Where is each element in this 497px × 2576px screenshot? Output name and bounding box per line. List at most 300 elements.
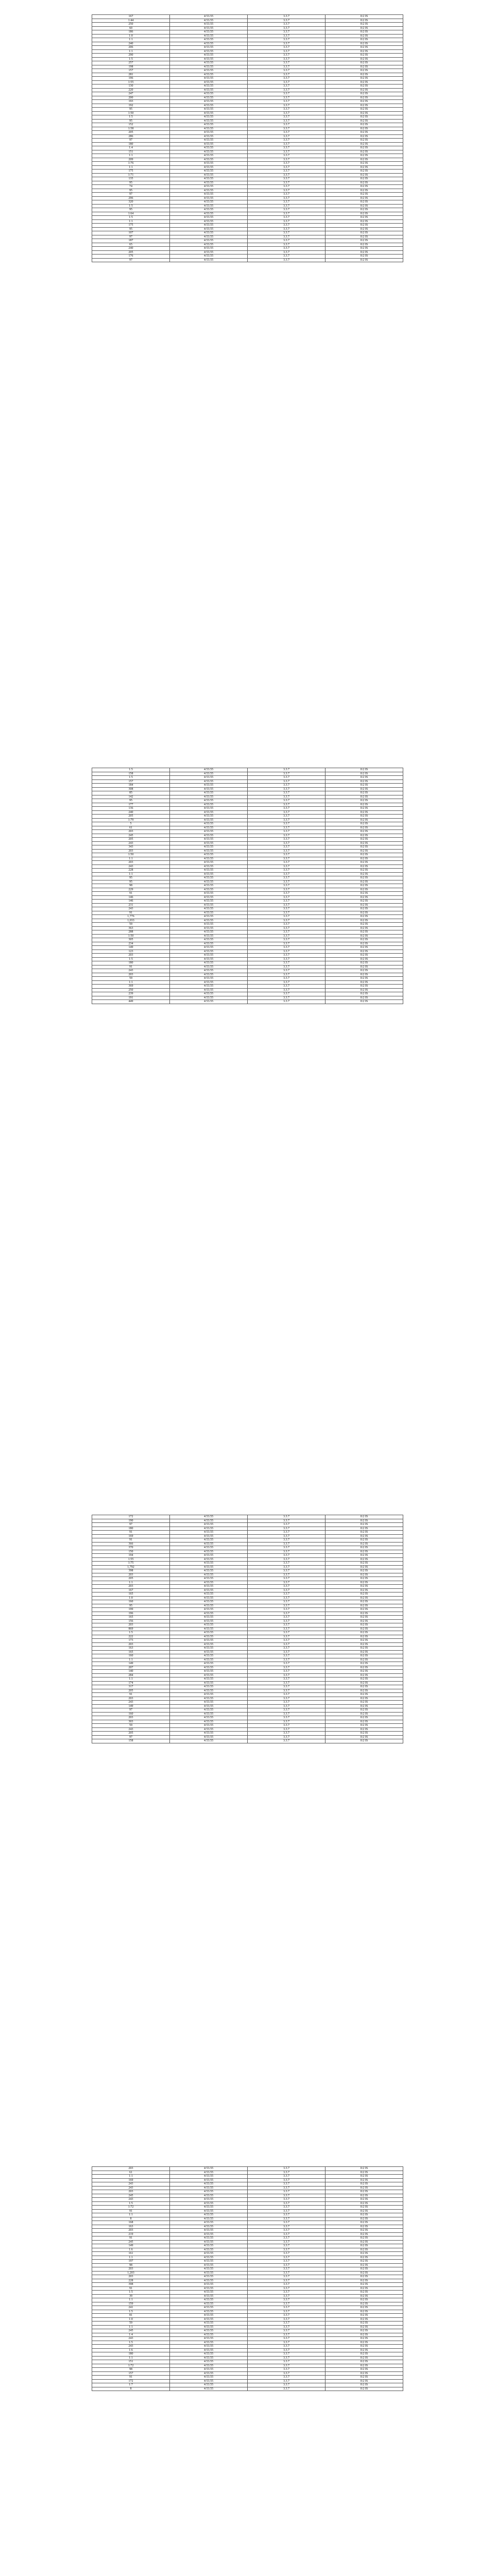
table-cell: 343	[92, 845, 170, 850]
table-cell: 3.3.7	[248, 88, 325, 92]
table-row	[92, 1732, 403, 1736]
table-row	[92, 1650, 403, 1654]
table-cell: 4:53.55	[170, 2387, 248, 2391]
table-row	[92, 869, 403, 873]
table-cell: 0:2 IS	[325, 822, 403, 826]
table-cell: 4:53.55	[170, 224, 248, 228]
table-cell: 4:53.55	[170, 1670, 248, 1674]
table-cell: 3.3.7	[248, 776, 325, 780]
table-cell: 4:53.55	[170, 2368, 248, 2372]
table-cell: 3.3.7	[248, 1550, 325, 1554]
table-row	[92, 111, 403, 115]
table-cell: 4:53.55	[170, 2194, 248, 2198]
table-cell: 3.3.7	[248, 834, 325, 838]
table-cell: 174	[92, 1681, 170, 1685]
table-cell: 1:50	[92, 934, 170, 938]
table-row	[92, 872, 403, 876]
table-cell: 4:53.55	[170, 193, 248, 197]
table-cell: 3.3.7	[248, 1662, 325, 1666]
table-cell: 91	[92, 1531, 170, 1535]
table-cell: 3.3.7	[248, 2360, 325, 2364]
table-cell: 4:53.55	[170, 2329, 248, 2333]
table-cell: 0:2 IS	[325, 142, 403, 146]
table-row	[92, 2329, 403, 2333]
table-cell: 3.3.7	[248, 2368, 325, 2372]
table-row	[92, 77, 403, 81]
table-row	[92, 2376, 403, 2380]
table-cell: 0:2 IS	[325, 965, 403, 969]
table-cell: 150	[92, 1550, 170, 1554]
table-cell: 4:53.55	[170, 2379, 248, 2383]
table-cell: 157	[92, 69, 170, 73]
table-cell: 3.3.7	[248, 1631, 325, 1635]
table-cell: 4:53.55	[170, 923, 248, 927]
table-cell: 3.3.7	[248, 1627, 325, 1631]
table-cell: 3.3.7	[248, 2325, 325, 2329]
table-cell: 95	[92, 108, 170, 112]
table-row	[92, 892, 403, 896]
table-block-4	[92, 2166, 402, 2391]
table-row	[92, 2286, 403, 2291]
table-cell: 3.3.7	[248, 1604, 325, 1608]
table-row	[92, 965, 403, 969]
table-cell: 140	[92, 1670, 170, 1674]
table-cell: 3.3.7	[248, 2194, 325, 2198]
table-cell: 231	[92, 903, 170, 907]
table-cell: 203	[92, 849, 170, 853]
table-cell: 3.3.7	[248, 1573, 325, 1577]
table-cell: 4:53.55	[170, 1647, 248, 1651]
table-cell: 203	[92, 1573, 170, 1577]
table-cell: 4:53.55	[170, 1716, 248, 1720]
table-cell: 3.3.7	[248, 2337, 325, 2341]
table-row	[92, 1546, 403, 1550]
table-row	[92, 2244, 403, 2248]
table-cell: 0:2 IS	[325, 2252, 403, 2256]
table-cell: 0:2 IS	[325, 2298, 403, 2302]
table-cell: 4:53.55	[170, 957, 248, 961]
table-cell: 0:2 IS	[325, 1592, 403, 1597]
table-row	[92, 1604, 403, 1608]
table-row	[92, 49, 403, 54]
table-cell: 91	[92, 892, 170, 896]
table-cell: 4:53.55	[170, 2275, 248, 2279]
table-cell: 4:53.55	[170, 212, 248, 216]
table-cell: 220	[92, 88, 170, 92]
table-cell: 0:2 IS	[325, 1662, 403, 1666]
table-cell: 0:2 IS	[325, 100, 403, 104]
table-cell: 3.3.7	[248, 791, 325, 795]
table-row	[92, 2240, 403, 2244]
table-cell: 4:53.55	[170, 177, 248, 181]
table-cell: 0:2 IS	[325, 23, 403, 27]
table-cell: 239	[92, 992, 170, 996]
table-cell: 3.3.7	[248, 950, 325, 954]
table-cell: 3.3.7	[248, 980, 325, 985]
table-cell: 65	[92, 243, 170, 247]
table-cell: 4:53.55	[170, 807, 248, 811]
table-cell: 4:53.55	[170, 1677, 248, 1682]
table-row	[92, 1000, 403, 1004]
table-row	[92, 108, 403, 112]
table-cell: 4:53.55	[170, 818, 248, 822]
table-cell: 1:1	[92, 154, 170, 158]
table-cell: 3.3.7	[248, 938, 325, 942]
table-row	[92, 2267, 403, 2272]
table-cell: 245	[92, 2240, 170, 2244]
table-cell: 4:53.55	[170, 1000, 248, 1004]
table-cell: 0:2 IS	[325, 115, 403, 120]
table-cell: 3.3.7	[248, 884, 325, 888]
table-cell: 3.3.7	[248, 988, 325, 992]
table-cell: 0:2 IS	[325, 123, 403, 127]
table-cell: 3.3.7	[248, 2310, 325, 2314]
table-cell: 3.3.7	[248, 849, 325, 853]
table-cell: 1:1	[92, 219, 170, 224]
table-cell: 4:53.55	[170, 54, 248, 58]
table-cell: 0:2 IS	[325, 2352, 403, 2357]
table-cell: 4:53.55	[170, 2310, 248, 2314]
table-cell: 3.3.7	[248, 139, 325, 143]
table-cell: 0:2 IS	[325, 2337, 403, 2341]
table-cell: 3.3.7	[248, 795, 325, 799]
table-cell: 97	[92, 1735, 170, 1739]
table-cell: 196	[92, 77, 170, 81]
table-cell: 3.3.7	[248, 815, 325, 819]
table-cell: 3.3.7	[248, 1635, 325, 1639]
table-cell: 243	[92, 2198, 170, 2202]
table-cell: 0:2 IS	[325, 1596, 403, 1600]
table-cell: 4:53.55	[170, 1654, 248, 1658]
table-cell: 3.3.7	[248, 2256, 325, 2260]
table-cell: 3.3.7	[248, 973, 325, 977]
table-cell: 1:4	[92, 146, 170, 150]
table-cell: 4:53.55	[170, 2244, 248, 2248]
table-cell: 0:2 IS	[325, 2360, 403, 2364]
table-cell: 1:7	[92, 2383, 170, 2387]
table-row	[92, 2294, 403, 2298]
table-cell: 0:2 IS	[325, 1708, 403, 1713]
table-cell: 0:2 IS	[325, 830, 403, 834]
table-cell: 3.3.7	[248, 2217, 325, 2221]
table-cell: 4:53.55	[170, 2267, 248, 2272]
table-row	[92, 2167, 403, 2171]
table-cell: 3.3.7	[248, 73, 325, 77]
table-row	[92, 2317, 403, 2321]
table-cell: 1:5	[92, 776, 170, 780]
table-cell: 3.3.7	[248, 911, 325, 915]
table-cell: 203	[92, 1697, 170, 1701]
table-cell: 0:2 IS	[325, 838, 403, 842]
table-cell: 0:2 IS	[325, 1612, 403, 1616]
table-cell: 4:53.55	[170, 973, 248, 977]
table-cell: 3.3.7	[248, 888, 325, 892]
table-block-2	[92, 768, 402, 1004]
table-row	[92, 992, 403, 996]
table-cell: 4:53.55	[170, 992, 248, 996]
table-row	[92, 54, 403, 58]
table-cell: 4:53.55	[170, 810, 248, 815]
table-row	[92, 884, 403, 888]
table-cell: 0:2 IS	[325, 162, 403, 166]
table-cell: 200	[92, 96, 170, 100]
table-cell: 4:53.55	[170, 46, 248, 50]
table-cell: 243	[92, 2337, 170, 2341]
table-cell: 3.3.7	[248, 34, 325, 38]
table-cell: 4:53.55	[170, 1735, 248, 1739]
table-row	[92, 123, 403, 127]
table-row	[92, 208, 403, 212]
table-cell: 0:2 IS	[325, 2201, 403, 2206]
table-row	[92, 845, 403, 850]
table-cell: 1:1	[92, 38, 170, 42]
table-cell: 3.3.7	[248, 803, 325, 807]
table-cell: 0:2 IS	[325, 911, 403, 915]
table-row	[92, 1689, 403, 1693]
table-cell: 0:2 IS	[325, 1554, 403, 1558]
table-row	[92, 1708, 403, 1713]
table-cell: 0:2 IS	[325, 1720, 403, 1724]
table-cell: 0:2 IS	[325, 865, 403, 869]
data-table	[92, 14, 403, 262]
table-cell: 4:53.55	[170, 170, 248, 174]
table-cell: 241	[92, 2306, 170, 2310]
table-cell: 4:53.55	[170, 2306, 248, 2310]
table-cell: 0:2 IS	[325, 1650, 403, 1654]
table-cell: 4:53.55	[170, 930, 248, 935]
table-row	[92, 2364, 403, 2368]
table-cell: 4:53.55	[170, 131, 248, 135]
table-cell: 234	[92, 942, 170, 946]
table-cell: 4:53.55	[170, 154, 248, 158]
table-cell: 3.3.7	[248, 830, 325, 834]
table-cell: 4:53.55	[170, 100, 248, 104]
table-cell: 0:2 IS	[325, 954, 403, 958]
table-cell: 0:2 IS	[325, 1739, 403, 1743]
table-cell: 3.3.7	[248, 985, 325, 989]
table-cell: 0:2 IS	[325, 1562, 403, 1566]
table-row	[92, 30, 403, 35]
table-cell: 3.3.7	[248, 1666, 325, 1670]
table-cell: 0:2 IS	[325, 2314, 403, 2318]
table-cell: 98	[92, 2368, 170, 2372]
table-cell: 3.3.7	[248, 235, 325, 239]
table-row	[92, 1531, 403, 1535]
table-cell: 0:2 IS	[325, 2283, 403, 2287]
table-row	[92, 2186, 403, 2190]
table-row	[92, 930, 403, 935]
table-cell: 0:2 IS	[325, 2267, 403, 2272]
table-row	[92, 65, 403, 69]
table-cell: 0:2 IS	[325, 857, 403, 861]
table-cell: 3.3.7	[248, 2229, 325, 2233]
table-cell: 0:2 IS	[325, 19, 403, 23]
table-cell: 107	[92, 231, 170, 235]
table-cell: 3.3.7	[248, 900, 325, 904]
table-cell: 1:1	[92, 49, 170, 54]
table-cell: 363	[92, 926, 170, 930]
table-cell: 0:2 IS	[325, 853, 403, 857]
table-cell: 0:2 IS	[325, 1735, 403, 1739]
table-cell: 0:2 IS	[325, 1673, 403, 1677]
table-cell: 3.3.7	[248, 2240, 325, 2244]
table-cell: 4:53.55	[170, 189, 248, 193]
table-cell: 3.3.7	[248, 30, 325, 35]
table-row	[92, 1716, 403, 1720]
table-cell: 0:2 IS	[325, 1616, 403, 1620]
table-cell: 0:2 IS	[325, 2186, 403, 2190]
table-cell: 165	[92, 1650, 170, 1654]
table-cell: 160	[92, 1600, 170, 1604]
table-cell: 0:2 IS	[325, 111, 403, 115]
table-row	[92, 2263, 403, 2267]
table-cell: 0:2 IS	[325, 1627, 403, 1631]
table-row	[92, 2356, 403, 2360]
table-cell: 4:53.55	[170, 900, 248, 904]
table-cell: 4:53.55	[170, 2283, 248, 2287]
table-row	[92, 1670, 403, 1674]
table-cell: 4:53.55	[170, 2229, 248, 2233]
table-cell: 4:53.55	[170, 123, 248, 127]
table-cell: 3.3.7	[248, 196, 325, 200]
table-cell: 4:53.55	[170, 2221, 248, 2225]
table-cell: 4:53.55	[170, 977, 248, 981]
table-row	[92, 1704, 403, 1708]
table-row	[92, 919, 403, 923]
table-cell: 151	[92, 150, 170, 154]
table-cell: 4:53.55	[170, 1546, 248, 1550]
table-cell: 0:2 IS	[325, 239, 403, 243]
table-cell: 0:2 IS	[325, 810, 403, 815]
table-cell: 0:2 IS	[325, 2194, 403, 2198]
table-cell: 0:2 IS	[325, 888, 403, 892]
table-cell: 4:53.55	[170, 892, 248, 896]
table-cell: 222	[92, 1635, 170, 1639]
table-row	[92, 895, 403, 900]
table-cell: 4:53.55	[170, 119, 248, 123]
table-row	[92, 131, 403, 135]
table-cell: 0:2 IS	[325, 1631, 403, 1635]
table-row	[92, 170, 403, 174]
table-cell: 1:5	[92, 2291, 170, 2295]
table-cell: 97	[92, 139, 170, 143]
table-cell: 4:53.55	[170, 772, 248, 776]
table-cell: 3.3.7	[248, 216, 325, 220]
table-cell: 3.3.7	[248, 1712, 325, 1716]
table-cell: 4:53.55	[170, 1658, 248, 1662]
table-cell: 3.3.7	[248, 1623, 325, 1628]
table-cell: 146	[92, 900, 170, 904]
table-row	[92, 1557, 403, 1562]
table-cell: 0:2 IS	[325, 131, 403, 135]
table-row	[92, 2175, 403, 2179]
table-cell: 4:53.55	[170, 787, 248, 791]
table-cell: 160	[92, 1654, 170, 1658]
table-row	[92, 1515, 403, 1519]
table-cell: 59	[92, 923, 170, 927]
table-cell: 1:5	[92, 768, 170, 772]
table-cell: 205	[92, 1732, 170, 1736]
table-cell: 4:53.55	[170, 1685, 248, 1689]
table-cell: 203	[92, 1716, 170, 1720]
table-cell: 4:53.55	[170, 77, 248, 81]
table-cell: 1:5	[92, 2201, 170, 2206]
table-cell: 97	[92, 235, 170, 239]
table-cell: 152	[92, 123, 170, 127]
table-row	[92, 849, 403, 853]
table-row	[92, 795, 403, 799]
table-cell: 3.3.7	[248, 2225, 325, 2229]
table-cell: 4:53.55	[170, 872, 248, 876]
table-cell: 4:53.55	[170, 2356, 248, 2360]
table-cell: 0:2 IS	[325, 189, 403, 193]
table-cell: 8	[92, 2217, 170, 2221]
table-row	[92, 861, 403, 865]
table-cell: 3.3.7	[248, 1650, 325, 1654]
table-cell: 1:1	[92, 2298, 170, 2302]
table-cell: 3.3.7	[248, 243, 325, 247]
table-cell: 4:53.55	[170, 49, 248, 54]
table-cell: 4:53.55	[170, 880, 248, 884]
table-cell: 0:2 IS	[325, 2225, 403, 2229]
table-cell: 243	[92, 841, 170, 845]
table-row	[92, 923, 403, 927]
table-row	[92, 142, 403, 146]
table-cell: 0:2 IS	[325, 803, 403, 807]
table-row	[92, 139, 403, 143]
table-cell: 209	[92, 158, 170, 162]
table-cell: 4:53.55	[170, 42, 248, 46]
table-cell: 0:2 IS	[325, 1531, 403, 1535]
table-cell: 0:2 IS	[325, 869, 403, 873]
table-cell: 284	[92, 1673, 170, 1677]
table-cell: 0:2 IS	[325, 807, 403, 811]
table-row	[92, 1619, 403, 1623]
table-cell: 4:53.55	[170, 1724, 248, 1728]
table-row	[92, 977, 403, 981]
table-cell: 3.3.7	[248, 961, 325, 965]
table-cell: 4:53.55	[170, 946, 248, 950]
table-cell: 4:53.55	[170, 2333, 248, 2337]
table-row	[92, 938, 403, 942]
table-row	[92, 1681, 403, 1685]
table-cell: 4:53.55	[170, 2360, 248, 2364]
table-cell: 0:2 IS	[325, 54, 403, 58]
table-cell: 4:53.55	[170, 1732, 248, 1736]
table-cell: 4:53.55	[170, 1619, 248, 1623]
table-cell: 0:2 IS	[325, 208, 403, 212]
table-row	[92, 834, 403, 838]
table-row	[92, 838, 403, 842]
table-cell: 0:2 IS	[325, 2341, 403, 2345]
table-cell: 3.3.7	[248, 926, 325, 930]
table-cell: 0:2 IS	[325, 950, 403, 954]
table-cell: 3.3.7	[248, 38, 325, 42]
table-cell: 149	[92, 946, 170, 950]
table-cell: 4:53.55	[170, 2182, 248, 2187]
table-cell: 4:53.55	[170, 2178, 248, 2182]
table-cell: 0:2 IS	[325, 42, 403, 46]
table-cell: 3.3.7	[248, 2371, 325, 2376]
table-cell: 0:2 IS	[325, 1523, 403, 1527]
table-cell: 0:2 IS	[325, 2182, 403, 2187]
table-row	[92, 46, 403, 50]
table-cell: 4:53.55	[170, 231, 248, 235]
table-row	[92, 830, 403, 834]
table-cell: 4:53.55	[170, 1538, 248, 1543]
table-row	[92, 2209, 403, 2213]
table-cell: 3.3.7	[248, 219, 325, 224]
